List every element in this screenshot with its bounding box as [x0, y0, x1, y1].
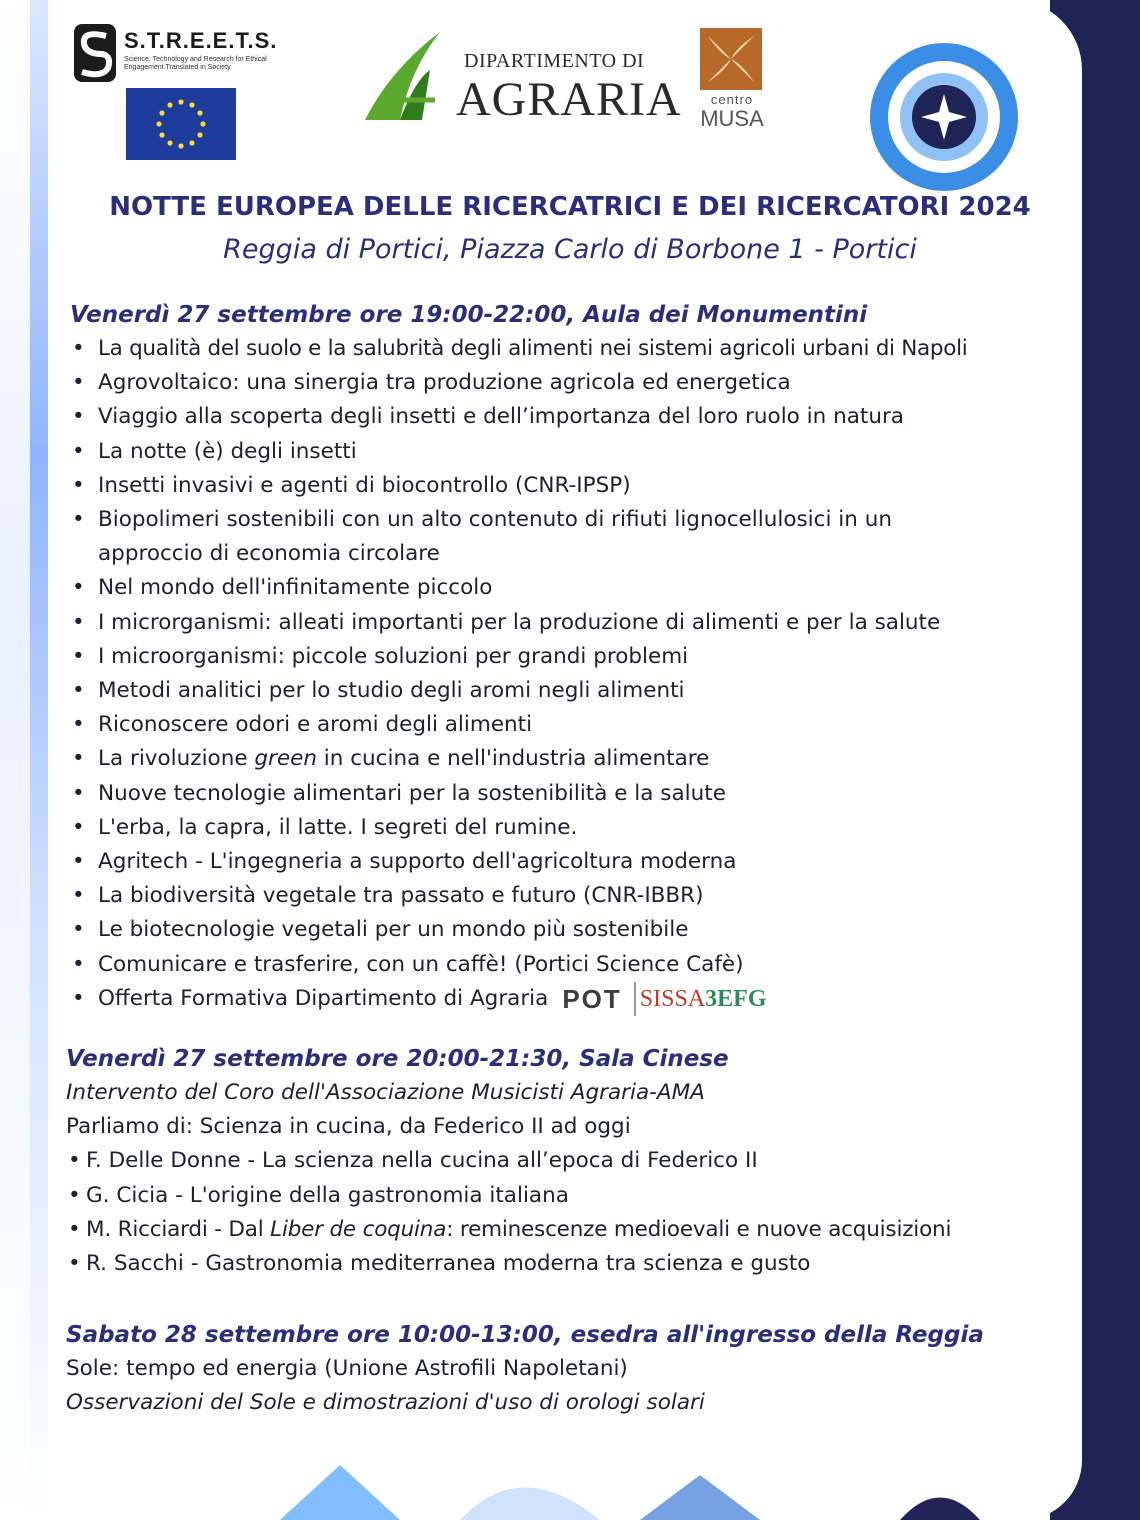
list-item: • Metodi analitici per lo studio degli aromi negli alimenti	[70, 674, 1060, 708]
pot-logo: POT	[562, 983, 622, 1014]
item-text: : reminescenze medioevali e nuove acquisizioni	[446, 1216, 952, 1242]
agraria-dept-label: DIPARTIMENTO DI	[464, 50, 645, 72]
partner-logos	[562, 982, 766, 1016]
item-text: in cucina e nell'industria alimentare	[316, 746, 710, 772]
list-item: • La qualità del suolo e la salubrità degli alimenti nei sistemi agricoli urbani di Napoli	[70, 332, 1060, 366]
section-friday-concert	[66, 1042, 1056, 1281]
streets-logo-icon	[72, 22, 118, 84]
list-item: • R. Sacchi - Gastronomia mediterranea moderna tra scienza e gusto	[66, 1247, 1056, 1281]
list-item: • Nuove tecnologie alimentari per la sostenibilità e la salute	[70, 777, 1060, 811]
event-title: Sole: tempo ed energia (Unione Astrofili Napoletani)	[66, 1356, 628, 1381]
list-item: • Biopolimeri sostenibili con un alto contenuto di rifiuti lignocellulosici in un approccio di economia circolare	[70, 503, 998, 571]
section-heading: Venerdì 27 settembre ore 20:00-21:30, Sala Cinese	[66, 1046, 729, 1072]
left-gradient-bar	[30, 0, 48, 1520]
list-item: • L'erba, la capra, il latte. I segreti del rumine.	[70, 811, 1060, 845]
agraria-name: AGRARIA	[456, 73, 682, 126]
list-item: • Nel mondo dell'infinitamente piccolo	[70, 571, 1060, 605]
list-item: • La biodiversità vegetale tra passato e futuro (CNR-IBBR)	[70, 879, 1060, 913]
event-topic: Parliamo di: Scienza in cucina, da Federico II ad oggi	[66, 1114, 631, 1140]
item-text: La rivoluzione	[98, 746, 255, 772]
agraria-logo	[360, 30, 690, 130]
speaker-list	[66, 1144, 1056, 1281]
list-item	[70, 982, 1060, 1016]
list-item: • F. Delle Donne - La scienza nella cucina all’epoca di Federico II	[66, 1144, 1056, 1178]
bottom-decoration	[80, 1445, 980, 1520]
list-item: • Le biotecnologie vegetali per un mondo più sostenibile	[70, 913, 1060, 947]
list-item: • Insetti invasivi e agenti di biocontrollo (CNR-IPSP)	[70, 469, 1060, 503]
streets-logo	[72, 22, 292, 88]
streets-name: S.T.R.E.E.T.S.	[124, 28, 278, 53]
sissa-text: SISSA	[639, 985, 706, 1012]
musa-logo	[696, 28, 768, 130]
efg-text: 3EFG	[705, 985, 767, 1012]
list-item: • Agrovoltaico: una sinergia tra produzione agricola ed energetica	[70, 366, 1060, 400]
list-item: • Comunicare e trasferire, con un caffè! (Portici Science Cafè)	[70, 948, 1060, 982]
list-item	[70, 742, 1060, 776]
section-saturday	[66, 1318, 1056, 1420]
eu-flag-icon	[126, 88, 236, 160]
section-heading: Sabato 28 settembre ore 10:00-13:00, esedra all'ingresso della Reggia	[66, 1322, 984, 1348]
streets-tagline: Science, Technology and Research for Ethical Engagement Translated in Society	[124, 56, 267, 71]
section-heading: Venerdì 27 settembre ore 19:00-22:00, Aula dei Monumentini	[70, 302, 868, 328]
activity-list	[70, 332, 1060, 1016]
item-emphasis: Liber de coquina	[270, 1216, 447, 1242]
list-item: • Viaggio alla scoperta degli insetti e dell’importanza del loro ruolo in natura	[70, 400, 1060, 434]
musa-centro-label: centro	[710, 92, 754, 107]
list-item: • I microorganismi: piccole soluzioni per grandi problemi	[70, 640, 1060, 674]
target-star-icon	[862, 42, 1032, 192]
eu-stars	[126, 88, 236, 160]
list-item: • G. Cicia - L'origine della gastronomia italiana	[66, 1179, 1056, 1213]
agraria-logo-icon	[360, 30, 470, 130]
list-item: • Agritech - L'ingegneria a supporto dell'agricoltura moderna	[70, 845, 1060, 879]
event-description: Intervento del Coro dell'Associazione Musicisti Agraria-AMA	[66, 1080, 705, 1105]
musa-name: MUSA	[700, 106, 764, 131]
page-subtitle: Reggia di Portici, Piazza Carlo di Borbone 1 - Portici	[223, 234, 917, 265]
item-emphasis: green	[254, 746, 317, 772]
event-description: Osservazioni del Sole e dimostrazioni d'uso di orologi solari	[66, 1390, 705, 1416]
section-friday-evening	[70, 298, 1060, 1016]
item-text: Offerta Formativa Dipartimento di Agraria	[98, 986, 549, 1012]
page-title: NOTTE EUROPEA DELLE RICERCATRICI E DEI RICERCATORI 2024	[109, 192, 1031, 222]
sissa-logo	[634, 982, 767, 1016]
item-text: M. Ricciardi - Dal	[86, 1216, 271, 1242]
left-frame-decoration	[0, 0, 34, 1520]
list-item: • La notte (è) degli insetti	[70, 435, 1060, 469]
list-item	[66, 1213, 1056, 1247]
list-item: • I microrganismi: alleati importanti per la produzione di alimenti e per la salute	[70, 606, 1060, 640]
list-item: • Riconoscere odori e aromi degli alimenti	[70, 708, 1060, 742]
musa-logo-icon	[700, 28, 762, 90]
